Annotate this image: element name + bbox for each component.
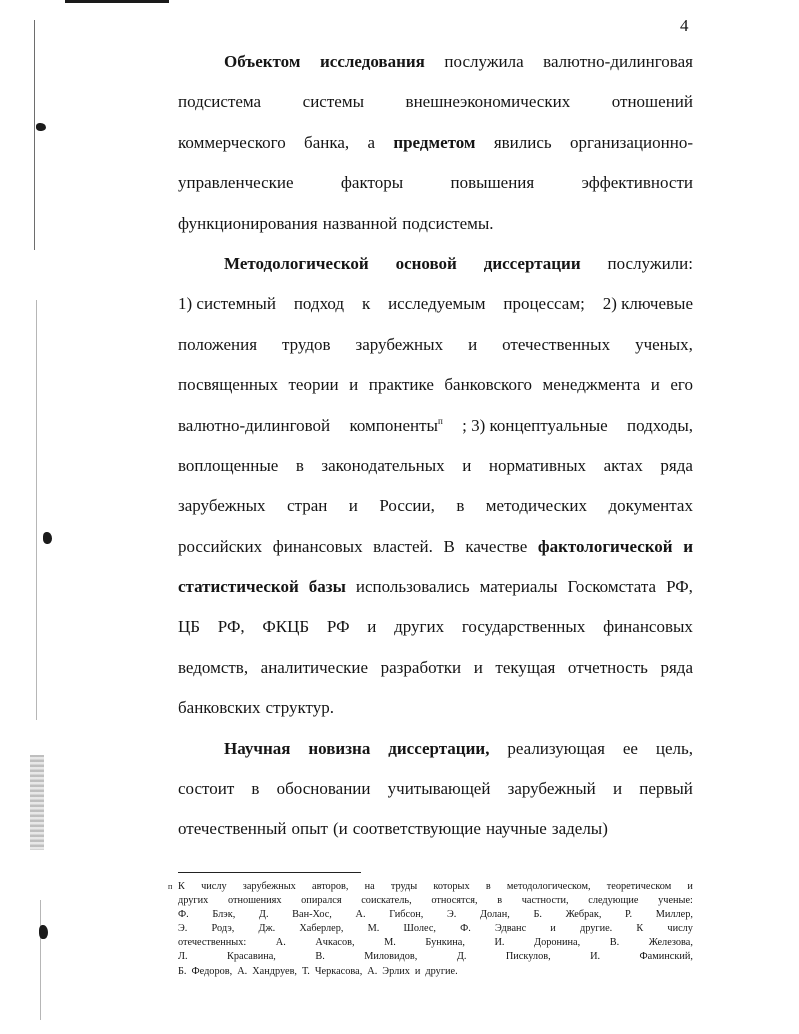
word: в [295, 455, 304, 475]
footnote-word: труды [390, 881, 418, 892]
scan-noise-strip [30, 755, 44, 850]
text-line [178, 486, 693, 526]
word: Объектом [224, 52, 301, 71]
word: состоит [178, 779, 235, 799]
text-line [178, 82, 693, 122]
word: новизна [308, 738, 371, 758]
footnote-word: В. [609, 937, 620, 949]
word: ее [622, 738, 638, 758]
footnote-word: и [414, 965, 421, 977]
word: нормативных [488, 455, 587, 475]
footnote-word: И. [494, 937, 505, 949]
word: обосновании [276, 779, 371, 799]
footnote-word: числу [667, 923, 693, 935]
footnote-mark: п [168, 882, 173, 891]
text-line [178, 406, 693, 446]
word: функционирования [178, 213, 318, 233]
text-line [178, 648, 693, 688]
word: исследования [319, 52, 425, 71]
footnote-word: другие. [425, 965, 458, 977]
footnote-word: М. [384, 937, 396, 949]
word: эффективности [581, 173, 693, 193]
footnote-word: А. [367, 965, 378, 977]
footnote-word: Долан, [479, 909, 510, 921]
word: положения [178, 334, 258, 354]
text-line [178, 204, 693, 244]
word: менеджмента [542, 375, 641, 395]
footnote-word: Блэк, [212, 909, 236, 921]
footnote-word: Хандруев, [252, 965, 298, 977]
word: первый [639, 779, 693, 799]
footnote-word: Шолес, [403, 923, 436, 935]
word: РФ [326, 617, 350, 637]
footnote-word: частности, [521, 895, 569, 907]
footnote-word: Ван-Хос, [292, 909, 332, 921]
word: В [443, 536, 455, 556]
footnote-word: Родэ, [211, 923, 235, 935]
text-line [178, 769, 693, 809]
word: компоненты [349, 415, 438, 435]
footnote-word: Миллер, [655, 909, 693, 921]
footnote-word: А. [275, 937, 286, 949]
footnote-word: Красавина, [227, 951, 276, 963]
word: подсистема [178, 92, 262, 112]
footnote-word: Железова, [648, 937, 693, 949]
word: валютно-дилинговой [178, 415, 331, 435]
word: предметом [393, 132, 476, 152]
word: Методологической [224, 253, 369, 273]
word: Научная [224, 738, 291, 758]
footnote-word: Э. [446, 909, 457, 921]
text-line [178, 284, 693, 324]
word: 2) ключевые [602, 294, 693, 314]
word: заделы) [551, 819, 608, 839]
text-line [178, 163, 693, 203]
word: Госкомстата [567, 577, 657, 597]
text-line [178, 325, 693, 365]
footnote-line [178, 894, 693, 908]
word: ФКЦБ [262, 617, 310, 637]
word: опыт [291, 819, 328, 839]
text-line [178, 688, 693, 728]
footnote-word: Л. [178, 951, 188, 963]
word: государственных [461, 617, 586, 637]
footnote-line [178, 922, 693, 936]
footnote-word: Ф. [460, 923, 471, 935]
word: в [251, 779, 260, 799]
footnote-word: Бункина, [425, 937, 465, 949]
word: цель, [655, 738, 693, 758]
word: и [468, 334, 478, 354]
word: и [349, 375, 359, 395]
word: качестве [465, 536, 528, 556]
word: материалы [479, 577, 558, 597]
text-line [178, 42, 693, 82]
word: финансовых [603, 617, 693, 637]
word: и [650, 375, 660, 395]
word: соответствующие [352, 819, 481, 839]
footnote-word: А. [355, 909, 366, 921]
footnote-word: Ф. [178, 909, 189, 921]
footnote-word: в [497, 895, 503, 907]
footnote-word: в [485, 881, 491, 892]
footnote-word: Д. [258, 909, 269, 921]
footnote-line [178, 936, 693, 950]
footnote-reference: п [437, 415, 443, 426]
text-line [178, 607, 693, 647]
word: учитывающей [387, 779, 491, 799]
word: фактологической [537, 536, 673, 556]
word: статистической [178, 577, 299, 597]
footnote-separator [178, 872, 361, 873]
word: и [612, 779, 623, 799]
word: и [367, 617, 377, 637]
word: РФ, [666, 577, 693, 597]
word: управленческие [178, 173, 294, 193]
word: воплощенные [178, 455, 279, 475]
footnote-line [178, 908, 693, 922]
footnote-line [178, 880, 693, 894]
footnote-word: соискатель, [361, 895, 412, 907]
scan-top-mark [65, 0, 169, 3]
footnote-word: Б. [533, 909, 542, 921]
word: повышения [450, 173, 535, 193]
word: ЦБ [178, 617, 201, 637]
word: его [670, 375, 693, 395]
word: актах [603, 455, 643, 475]
word: основой [395, 253, 457, 273]
body-text [178, 42, 693, 850]
footnote-word: Черкасова, [314, 965, 363, 977]
text-line [178, 567, 693, 607]
word: процессам; [503, 294, 585, 314]
word: и [348, 496, 358, 516]
word: российских [178, 536, 263, 556]
word: теории [288, 375, 339, 395]
footnote-word: следующие [588, 895, 639, 907]
footnote-word: относятся, [431, 895, 478, 907]
word: банка, [304, 132, 350, 152]
text-line [178, 527, 693, 567]
word: отечественных [502, 334, 611, 354]
word: ; 3) концептуальные [462, 415, 608, 435]
word: зарубежных [178, 496, 266, 516]
word: факторы [340, 173, 404, 193]
footnote-word: Миловидов, [364, 951, 418, 963]
word: других [394, 617, 445, 637]
footnote-word: К [178, 881, 185, 892]
word: а [367, 132, 375, 152]
word: реализующая [507, 738, 605, 758]
footnote-word: числу [201, 881, 227, 892]
footnote-word: А. [237, 965, 248, 977]
footnote-word: ученые: [658, 895, 693, 907]
scan-margin-line [36, 300, 37, 720]
text-line [178, 729, 693, 769]
word: РФ, [217, 617, 245, 637]
word: ряда [660, 657, 693, 677]
word: России, [379, 496, 435, 516]
footnote-line [178, 965, 693, 979]
word: разработки [380, 657, 462, 677]
footnote-word: опирался [301, 895, 342, 907]
word: аналитические [260, 657, 369, 677]
footnote-word: Хаберлер, [299, 923, 344, 935]
word: к [361, 294, 371, 314]
footnote-word: зарубежных [242, 881, 296, 892]
text-line [178, 123, 693, 163]
word: ряда [660, 455, 693, 475]
footnote-word: которых [433, 881, 470, 892]
word: практике [368, 375, 434, 395]
footnote-word: Т. [302, 965, 310, 977]
word: 1) системный [178, 294, 276, 314]
footnote-word: Доронина, [534, 937, 581, 949]
word: текущая [495, 657, 556, 677]
footnote-line [178, 950, 693, 964]
word: послужила [444, 52, 524, 71]
word: исследуемым [388, 294, 486, 314]
word: банковских [178, 698, 261, 718]
word: подсистемы. [402, 213, 494, 233]
footnote-word: Фаминский, [639, 951, 693, 963]
word: подходы, [627, 415, 693, 435]
footnote-word: И. [590, 951, 601, 963]
word: документах [608, 496, 693, 516]
word: отечественный [178, 819, 287, 839]
scan-margin-line [40, 900, 41, 1020]
footnote-word: Эдванс [494, 923, 527, 935]
word: базы [308, 577, 346, 597]
footnote-word: других [178, 895, 209, 907]
word-with-footnote-ref [349, 406, 442, 446]
footnote-word: Ачкасов, [315, 937, 355, 949]
scan-speck [36, 123, 46, 131]
footnote-word: отношениях [227, 895, 282, 907]
word: финансовых [272, 536, 363, 556]
word: названной [322, 213, 398, 233]
footnote-word: теоретическом [606, 881, 672, 892]
footnote-word: К [636, 923, 644, 935]
scan-left-margin-artifacts [0, 0, 70, 1034]
word: трудов [282, 334, 331, 354]
footnote-word: Дж. [258, 923, 276, 935]
word: ведомств, [178, 657, 249, 677]
footnote-word: Жебрак, [565, 909, 602, 921]
word: явились [493, 132, 552, 152]
footnote-word: и [550, 923, 556, 935]
word: структур. [265, 698, 334, 718]
footnote-word: Пискулов, [505, 951, 551, 963]
footnote-word: отечественных: [178, 937, 247, 949]
text-line [178, 365, 693, 405]
footnote-word: Гибсон, [389, 909, 424, 921]
footnote-word: Федоров, [191, 965, 233, 977]
word: стран [287, 496, 328, 516]
word: подход [293, 294, 345, 314]
footnote-word: Э. [178, 923, 188, 935]
word: диссертации [483, 253, 581, 273]
word: (и [332, 819, 348, 839]
footnote-word: Р. [625, 909, 633, 921]
footnote-word: на [364, 881, 375, 892]
scan-speck [43, 532, 52, 544]
word: посвященных [178, 375, 278, 395]
word: диссертации, [388, 738, 490, 758]
text-line [178, 446, 693, 486]
word: организационно- [569, 132, 693, 152]
word: и [462, 455, 472, 475]
word: отчетность [567, 657, 648, 677]
scan-speck [39, 925, 48, 939]
footnote-word: другие. [579, 923, 613, 935]
footnote-word: В. [315, 951, 325, 963]
word: банковского [444, 375, 532, 395]
word: зарубежный [507, 779, 596, 799]
word: зарубежных [355, 334, 444, 354]
word: коммерческого [178, 132, 286, 152]
footnote-word: М. [367, 923, 380, 935]
word: ученых, [635, 334, 693, 354]
scan-margin-line [34, 20, 35, 250]
word: послужили: [607, 253, 693, 273]
footnote-word: Эрлих [382, 965, 410, 977]
word: использовались [355, 577, 470, 597]
word: научные [485, 819, 547, 839]
page-number: 4 [680, 16, 689, 35]
word: в [456, 496, 465, 516]
word: отношений [611, 92, 693, 112]
word: внешнеэкономических [405, 92, 571, 112]
footnote [168, 880, 693, 979]
footnote-word: методологическом, [506, 881, 591, 892]
text-line [178, 809, 693, 849]
footnote-word: авторов, [312, 881, 349, 892]
word: валютно-дилинговая [543, 52, 693, 71]
word: и [473, 657, 483, 677]
word: властей. [373, 536, 433, 556]
text-line [178, 244, 693, 284]
footnote-word: Д. [456, 951, 467, 963]
footnote-word: Б. [178, 965, 187, 977]
word: методических [485, 496, 587, 516]
word: законодательных [321, 455, 445, 475]
footnote-word: и [687, 881, 693, 892]
word: и [683, 536, 693, 556]
word: системы [302, 92, 364, 112]
